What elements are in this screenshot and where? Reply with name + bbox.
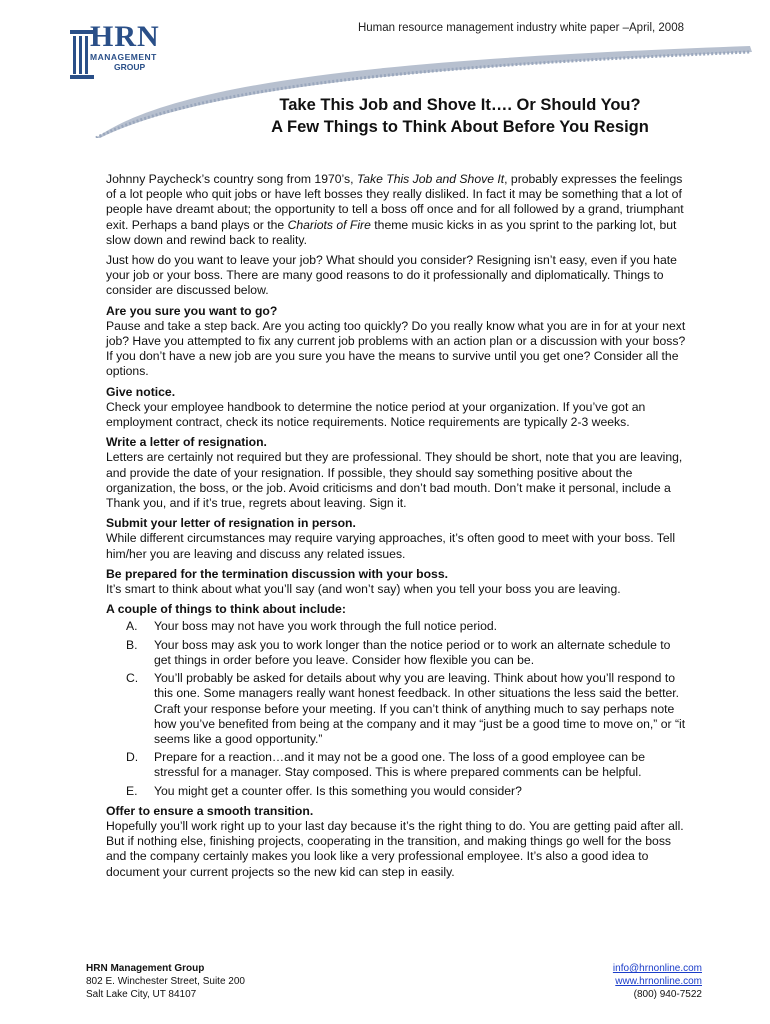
section-transition xyxy=(106,804,686,880)
list-text: You might get a counter offer. Is this something you would consider? xyxy=(154,783,522,798)
section-heading: Give notice. xyxy=(106,384,176,399)
list-text: Prepare for a reaction…and it may not be a good one. The loss of a good employee can be stressful for a manager. Stay composed. This is where prepared comments can be helpful. xyxy=(154,750,645,780)
header-tagline: Human resource management industry white paper –April, 2008 xyxy=(357,22,684,34)
list-item xyxy=(106,750,686,780)
list-letter: B. xyxy=(126,637,138,652)
footer-address xyxy=(86,962,245,1001)
section-letter xyxy=(106,435,686,511)
section-text: Letters are certainly not required but they are professional. They should be short, note that you are leaving, and provide the date of your resignation. If possible, they should say something positive about the organization, the boss, or the job. Avoid criticisms and don’t bad mouth. Don’t make it personal, include a Thank you, and if it’s true, regrets about leaving. Sign it. xyxy=(106,450,683,511)
section-text: While different circumstances may require varying approaches, it’s often good to meet with your boss. Tell him/her you are leaving and discuss any related issues. xyxy=(106,531,676,561)
section-in-person xyxy=(106,516,686,562)
title-line-1: Take This Job and Shove It…. Or Should You? xyxy=(279,96,641,114)
list-item xyxy=(106,671,686,747)
intro-text-b: , probably expresses the feelings of a lot people who quit jobs or have left bosses they really disliked. In fact it may be something that a lot of people have dreamt about; the opportunity to tell a boss off once and for all followed by a grand, triumphant exit. Perhaps a band plays or the xyxy=(106,172,684,232)
document-body xyxy=(106,172,686,885)
title-line-2: A Few Things to Think About Before You Resign xyxy=(271,118,649,136)
section-heading: Write a letter of resignation. xyxy=(106,435,267,450)
list-heading: A couple of things to think about include: xyxy=(106,602,346,617)
logo-line2: GROUP xyxy=(114,62,146,72)
list-letter: E. xyxy=(126,783,138,798)
section-notice xyxy=(106,385,686,431)
list-letter: A. xyxy=(126,619,138,634)
section-text: Check your employee handbook to determine the notice period at your organization. If you’ve got an employment contract, check its notice requirements. Notice requirements are typically 2-3 weeks. xyxy=(106,399,646,430)
things-list xyxy=(106,619,686,798)
list-letter: C. xyxy=(126,671,139,686)
list-item xyxy=(106,638,686,668)
list-item xyxy=(106,784,686,799)
intro-paragraph-2: Just how do you want to leave your job? What should you consider? Resigning isn’t easy, even if you hate your job or your boss. There are many good reasons to do it professionally and diplomatically. Things to consider are discussed below. xyxy=(106,253,677,298)
list-heading-wrap xyxy=(106,602,686,617)
footer-address-line-1: 802 E. Winchester Street, Suite 200 xyxy=(86,976,245,987)
section-text: Hopefully you’ll work right up to your last day because it’s the right thing to do. You are getting paid after all. But if nothing else, finishing projects, cooperating in the transition, and making things go well for the boss and the company certainly makes you look like a very professional employee. It’s also a good idea to document your current projects so the new kid can step in easily. xyxy=(106,818,684,879)
list-letter: D. xyxy=(126,750,139,765)
logo-line1: MANAGEMENT xyxy=(90,52,157,62)
intro-text-c: theme music kicks in as you sprint to the parking lot, but slow down and rewind back to reality. xyxy=(106,217,677,247)
footer-address-line-2: Salt Lake City, UT 84107 xyxy=(86,989,197,1000)
logo-name: HRN xyxy=(90,20,160,53)
list-text: Your boss may not have you work through the full notice period. xyxy=(154,619,498,634)
section-heading: Offer to ensure a smooth transition. xyxy=(106,803,314,818)
list-text: You’ll probably be asked for details about why you are leaving. Think about how you’ll respond to this one. Some managers really want honest feedback. In other situations the less said the better. Craft your response before your meeting. If you can’t think of anything much to say perhaps note how you’ve benefited from being at the company and it may “just be a good time to move on,” or “it seems like a good opportunity.” xyxy=(154,671,686,746)
list-item xyxy=(106,619,686,634)
section-text: It’s smart to think about what you’ll say (and won’t say) when you tell your boss you are leaving. xyxy=(106,582,621,597)
section-heading: Be prepared for the termination discussion with your boss. xyxy=(106,566,448,581)
section-text: Pause and take a step back. Are you acting too quickly? Do you really know what you are in for at your next job? Have you attempted to fix any current job problems with an action plan or a discussion with your boss? If you don’t have a new job are you sure you have the means to survive until you get one? Consider all the options. xyxy=(106,318,686,379)
footer-contact xyxy=(613,962,702,1001)
email-link[interactable]: info@hrnonline.com xyxy=(612,963,702,974)
website-link[interactable]: www.hrnonline.com xyxy=(615,976,702,987)
section-heading: Are you sure you want to go? xyxy=(106,303,278,318)
section-prepared xyxy=(106,567,686,597)
footer-phone: (800) 940-7522 xyxy=(633,989,702,1000)
intro-paragraph-1 xyxy=(106,172,686,248)
list-text: Your boss may ask you to work longer than the notice period or to work an alternate schedule to get things in order before you leave. Consider how flexible you can be. xyxy=(154,637,671,667)
section-heading: Submit your letter of resignation in person. xyxy=(106,516,356,531)
movie-title: Chariots of Fire xyxy=(287,217,371,232)
section-sure xyxy=(106,304,686,380)
footer-company: HRN Management Group xyxy=(86,963,205,974)
intro-text-a: Johnny Paycheck’s country song from 1970’s, xyxy=(106,172,357,186)
song-title: Take This Job and Shove It xyxy=(356,172,505,186)
